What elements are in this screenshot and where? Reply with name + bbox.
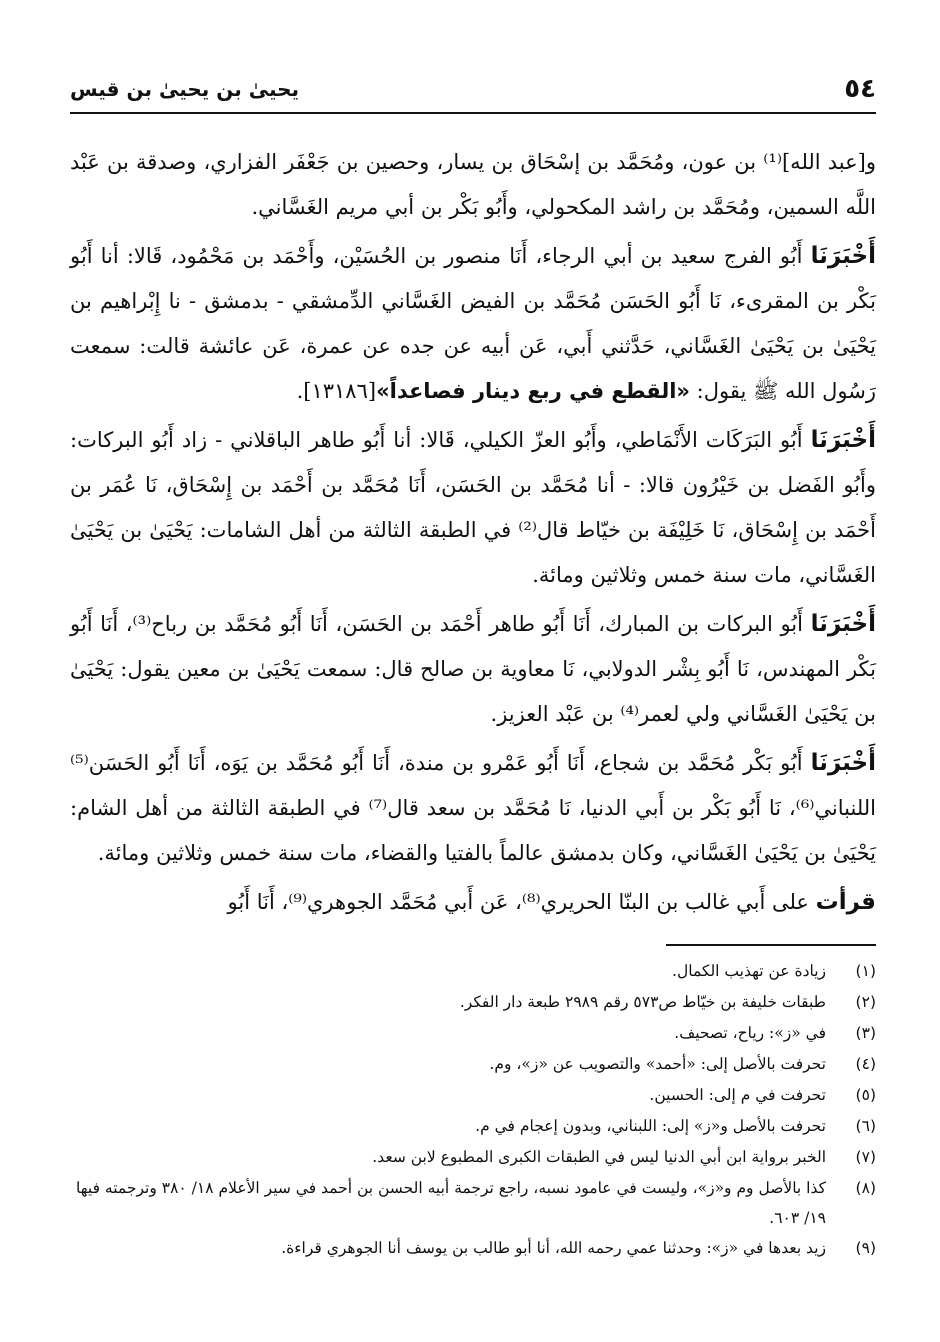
header-rule [70, 112, 876, 114]
footnote-number: (٣) [855, 1024, 876, 1042]
keyword-akhbarana: أَخْبَرَنَا [810, 427, 876, 453]
keyword-akhbarana: أَخْبَرَنَا [810, 750, 876, 776]
paragraph-3 [70, 418, 876, 598]
footnote [70, 1173, 876, 1233]
footnote-text: تحرفت في م إلى: الحسين. [649, 1086, 826, 1104]
footnote [70, 987, 876, 1018]
page-number: ٥٤ [844, 74, 876, 104]
paragraph-text: و[عبد الله]⁽¹⁾ بن عون، ومُحَمَّد بن إسْحَاق بن يسار، وحصين بن جَعْفَر الفزاري، وصدقة بن عَبْد اللَّه السمين، ومُحَمَّد بن راشد المكحولي، وأَبُو بَكْر بن أبي مريم الغَسَّاني. [70, 150, 876, 219]
footnote-rule [666, 944, 876, 946]
paragraph-6 [70, 880, 876, 925]
main-text [70, 140, 876, 925]
paragraph-4 [70, 602, 876, 737]
footnote-text: زيادة عن تهذيب الكمال. [672, 962, 826, 980]
paragraph-text: على أَبي غالب بن البنّا الحريري⁽⁸⁾، عَن أَبي مُحَمَّد الجوهري⁽⁹⁾، أَنَا أَبُو [227, 890, 809, 914]
footnote-number: (٥) [855, 1086, 876, 1104]
paragraph-text: أَبُو الفرج سعيد بن أبي الرجاء، أَنَا منصور بن الحُسَيْن، وأَحْمَد بن مَحْمُود، قَالا: أنا أَبُو بَكْر بن المقرىء، نَا أَبُو الحَسَن مُحَمَّد بن الفيض الغَسَّاني الدِّمشقي - بدمشق - نا إِبْراهيم بن يَحْيَىٰ بن يَحْيَىٰ الغَسَّاني، حَدَّثني أَبي، عَن أبيه عن جده عن عمرة، عَن عائشة قالت: سمعت رَسُول الله ﷺ يقول: [70, 244, 876, 403]
footnote-number: (٨) [855, 1179, 876, 1197]
paragraph-text: أَبُو بَكْر مُحَمَّد بن شجاع، أَنَا أَبُو عَمْرو بن مندة، أَنَا أَبُو مُحَمَّد بن يَوَه، أَنَا أَبُو الحَسَن⁽⁵⁾ اللنباني⁽⁶⁾، نَا أَبُو بَكْر بن أَبي الدنيا، نَا مُحَمَّد بن سعد قال⁽⁷⁾ في الطبقة الثالثة من أهل الشام: يَحْيَىٰ بن يَحْيَىٰ الغَسَّاني، وكان بدمشق عالماً بالفتيا والقضاء، مات سنة خمس وثلاثين ومائة. [70, 751, 876, 865]
footnote-text: الخبر برواية ابن أبي الدنيا ليس في الطبقات الكبرى المطبوع لابن سعد. [372, 1148, 826, 1166]
keyword-akhbarana: أَخْبَرَنَا [810, 243, 876, 269]
paragraph-2 [70, 234, 876, 414]
footnote-number: (٤) [855, 1055, 876, 1073]
footnote [70, 1080, 876, 1111]
footnote [70, 1018, 876, 1049]
footnote [70, 956, 876, 987]
footnote-text: تحرفت بالأصل و«ز» إلى: اللبناني، وبدون إعجام في م. [475, 1117, 826, 1135]
hadith-reference: [١٣١٨٦]. [296, 379, 377, 403]
keyword-akhbarana: أَخْبَرَنَا [810, 611, 876, 637]
footnote [70, 1111, 876, 1142]
footnote-number: (٦) [855, 1117, 876, 1135]
footnote-text: تحرفت بالأصل إلى: «أحمد» والتصويب عن «ز»، وم. [489, 1055, 826, 1073]
footnote-number: (٢) [855, 993, 876, 1011]
hadith-quote: «القطع في ربع دينار فصاعداً» [376, 379, 690, 403]
paragraph-text: أَبُو البَرَكَات الأَنْمَاطي، وأَبُو العزّ الكيلي، قَالا: أنا أَبُو طاهر الباقلاني - زاد أَبُو البركات: وأَبُو الفَضل بن خَيْرُون قالا: - أنا مُحَمَّد بن الحَسَن، أَنَا مُحَمَّد بن أَحْمَد بن إِسْحَاق، نَا عُمَر بن أَحْمَد بن إِسْحَاق، نَا خَلِيْفَة بن خيّاط قال⁽²⁾ في الطبقة الثالثة من أهل الشامات: يَحْيَىٰ بن يَحْيَىٰ الغَسَّاني، مات سنة خمس وثلاثين ومائة. [70, 428, 876, 587]
footnote [70, 1142, 876, 1173]
running-title: يحيىٰ بن يحيىٰ بن قيس [70, 77, 300, 101]
footnote-text: كذا بالأصل وم و«ز»، وليست في عامود نسبه، راجع ترجمة أبيه الحسن بن أحمد في سير الأعلام ١٨/ ٣٨٠ وترجمته فيها ١٩/ ٦٠٣. [76, 1179, 826, 1227]
paragraph-5 [70, 741, 876, 876]
paragraph-1 [70, 140, 876, 230]
footnote [70, 1049, 876, 1080]
footnote-text: زيد بعدها في «ز»: وحدثنا عمي رحمه الله، أنا أبو طالب بن يوسف أنا الجوهري قراءة. [281, 1239, 826, 1257]
keyword-qaraat: قرأت [815, 889, 876, 915]
footnote-text: طبقات خليفة بن خيّاط ص٥٧٣ رقم ٢٩٨٩ طبعة دار الفكر. [459, 993, 826, 1011]
paragraph-text: أَبُو البركات بن المبارك، أَنَا أَبُو طاهر أَحْمَد بن الحَسَن، أَنَا أَبُو مُحَمَّد بن رباح⁽³⁾، أَنَا أَبُو بَكْر المهندس، نَا أَبُو بِشْر الدولابي، نَا معاوية بن صالح قال: سمعت يَحْيَىٰ بن معين يقول: يَحْيَىٰ بن يَحْيَىٰ الغَسَّاني ولي لعمر⁽⁴⁾ بن عَبْد العزيز. [70, 612, 876, 726]
page-header [70, 60, 876, 104]
footnotes [70, 956, 876, 1264]
footnote-number: (١) [855, 962, 876, 980]
footnote-number: (٩) [855, 1239, 876, 1257]
footnote [70, 1233, 876, 1264]
footnote-text: في «ز»: رياح، تصحيف. [674, 1024, 826, 1042]
footnote-number: (٧) [855, 1148, 876, 1166]
